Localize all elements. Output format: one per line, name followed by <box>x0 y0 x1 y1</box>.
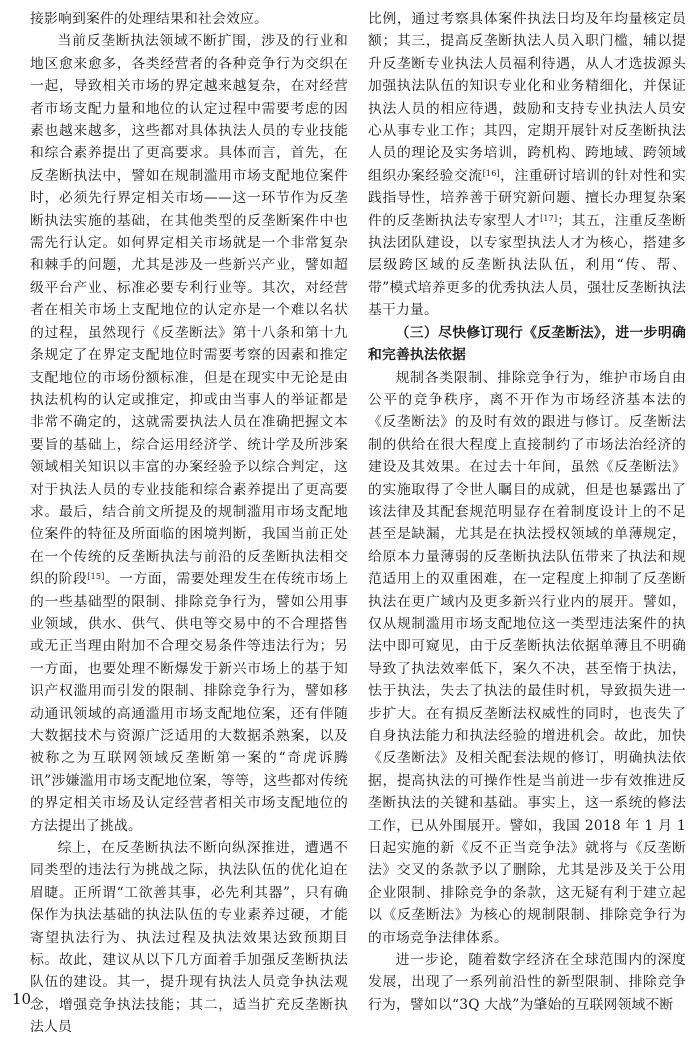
reference-mark: [15] <box>87 572 105 582</box>
section-heading: （三）尽快修订现行《反垄断法》，进一步明确和完善执法依据 <box>368 324 686 364</box>
paragraph <box>30 837 348 1039</box>
reference-mark: [16] <box>482 168 500 178</box>
right-column <box>368 8 686 1016</box>
paragraph <box>368 949 686 1016</box>
paragraph <box>368 367 686 950</box>
paragraph-text: 规制各类限制、排除竞争行为，维护市场自由公平的竞争秩序，离不开作为市场经济基本法的《反垄断法》的及时有效的跟进与修订。反垄断法制的供给在很大程度上直接制约了市场法治经济的建设及其效果。在过去十年间，虽然《反垄断法》的实施取得了令世人瞩目的成就，但是也暴露出了该法律及其配套规范明显存在着制度设计上的不足甚至是缺漏，尤其是在执法授权领域的单薄规定，给原本力量薄弱的反垄断执法队伍带来了执法和规范适用上的双重困难，在一定程度上抑制了反垄断执法在更广域内及更多新兴行业内的展开。譬如，仅从规制滥用市场支配地位这一类型违法案件的执法中即可窥见，由于反垄断执法依据单薄且不明确导致了执法效率低下，案久不决，甚至惰于执法，怯于执法，失去了执法的最佳时机，导致损失进一步扩大。在有损反垄断法权威性的同时，也丧失了自身执法能力和执法经验的增进机会。故此，加快《反垄断法》及相关配套法规的修订，明确执法依据，提高执法的可操作性是当前进一步有效推进反垄断执法的关键和基础。事实上，这一系统的修法工作，已从外围展开。譬如，我国 2018 年 1 月 1 日起实施的新《反不正当竞争法》就将与《反垄断法》交叉的条款予以了删除，尤其是涉及关于公用企业限制、排除竞争的条款，这无疑有利于建立起以《反垄断法》为核心的规制限制、排除竞争行为的市场竞争法律体系。 <box>368 369 686 946</box>
paragraph-text: 接影响到案件的处理结果和社会效应。 <box>30 11 268 27</box>
paragraph-text: 当前反垄断执法领域不断扩围，涉及的行业和地区愈来愈多，各类经营者的各种竞争行为交织在一起，导致相关市场的界定越来越复杂，在对经营者市场支配力量和地位的认定过程中需要考虑的因素也越来越多，这些都对具体执法人员的专业技能和综合素养提出了更高要求。具体而言，首先，在反垄断执法中，譬如在规制滥用市场支配地位案件时，必须先行界定相关市场——这一环节作为反垄断执法实施的基础，在其他类型的反垄断案件中也需先行认定。如何界定相关市场就是一个非常复杂和棘手的问题，尤其是涉及一些新兴产业，譬如超级平台产业、标准必要专利行业等。其次，对经营者在相关市场上支配地位的认定亦是一个难以名状的过程，虽然现行《反垄断法》第十八条和第十九条规定了在界定支配地位时需要考察的因素和推定支配地位的市场份额标准，但是在现实中无论是由执法机构的认定或推定，抑或由当事人的举证都是非常不确定的，这就需要执法人员在准确把握文本要旨的基础上，综合运用经济学、统计学及所涉案领域相关知识以丰富的办案经验予以综合判定，这对于执法人员的专业技能和综合素养提出了更高要求。最后，结合前文所提及的规制滥用市场支配地位案件的特征及所面临的困境判断，我国当前正处在一个传统的反垄断执法与前沿的反垄断执法相交织的阶段 <box>30 33 348 588</box>
page-number: 10 <box>12 990 32 1008</box>
paragraph-text: 综上，在反垄断执法不断向纵深推进，遭遇不同类型的违法行为挑战之际，执法队伍的优化迫在眉睫。正所谓“工欲善其事，必先利其器”，只有确保作为执法基础的执法队伍的专业素养过硬，才能寄望执法行为、执法过程及执法效果达致预期目标。故此，建议从以下几方面着手加强反垄断执法队伍的建设。其一，提升现有执法人员竞争执法观念，增强竞争执法技能；其二，适当扩充反垄断执法人员 <box>30 840 348 1036</box>
paragraph-text: 。一方面，需要处理发生在传统市场上的一些基础型的限制、排除竞争行为，譬如公用事业领域，供水、供气、供电等交易中的不合理搭售或无正当理由附加不合理交易条件等违法行为；另一方面，也要处理不断爆发于新兴市场上的基于知识产权滥用而引发的限制、排除竞争行为，譬如移动通讯领域的高通滥用市场支配地位案，还有伴随大数据技术与资源广泛适用的大数据杀熟案，以及被称之为互联网领域反垄断第一案的“奇虎诉腾讯”涉嫌滥用市场支配地位案，等等，这些都对传统的界定相关市场及认定经营者相关市场支配地位的方法提出了挑战。 <box>30 571 348 834</box>
paragraph <box>30 30 348 837</box>
paragraph-text: 比例，通过考察具体案件执法日均及年均量核定员额；其三，提高反垄断执法人员入职门槛，辅以提升反垄断专业执法人员福利待遇，从人才选拔源头加强执法队伍的知识专业化和业务精细化，并保证执法人员的相应待遇，鼓励和支持专业执法人员安心从事专业工作；其四，定期开展针对反垄断执法人员的理论及实务培训，跨机构、跨地域、跨领域组织办案经验交流 <box>368 11 686 184</box>
left-column <box>30 8 348 1039</box>
paragraph-text: 进一步论，随着数字经济在全球范围内的深度发展，出现了一系列前沿性的新型限制、排除竞争行为，譬如以“3Q 大战”为肇始的互联网领域不断 <box>368 952 686 1013</box>
paragraph <box>30 8 348 30</box>
paragraph <box>368 8 686 322</box>
reference-mark: [17] <box>540 213 558 223</box>
paragraph-text: ，注重研讨培训的针对性和实践指导性，培养善于研究新问题、擅长办理复杂案件的反垄断执法专家型人才 <box>368 167 686 229</box>
paragraph-text: ；其五，注重反垄断执法团队建设，以专家型执法人才为核心，搭建多层级跨区域的反垄断执法队伍，利用“传、帮、带”模式培养更多的优秀执法人员，强壮反垄断执法基干力量。 <box>368 212 686 319</box>
